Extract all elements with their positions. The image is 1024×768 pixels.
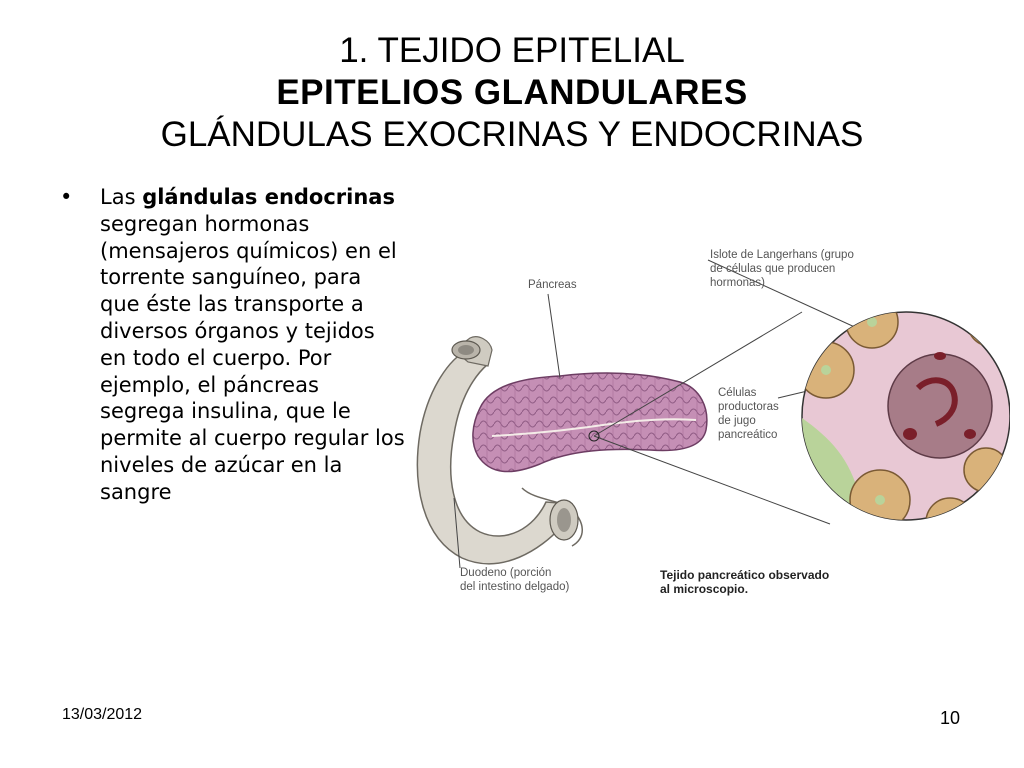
slide-number: 10 [940,708,961,728]
label-islet-line-1: Islote de Langerhans (grupo [710,249,854,261]
label-islet-line-2: de células que producen [710,263,836,275]
footer-date: 13/03/2012 [62,706,143,723]
title-line-1: 1. TEJIDO EPITELIAL [339,31,685,70]
label-pancreas: Páncreas [528,279,577,291]
bullet-text-rest: segregan hormonas (mensajeros químicos) en el torrente sanguíneo, para que éste las transporte a diversos órganos y tejidos en todo el cuerpo. Por ejemplo, el páncreas segrega insulina, que le permite al cuerpo regular los niveles de azúcar en la sangre [100,211,405,504]
bullet-list [60,184,405,506]
bullet-text [100,184,405,506]
label-acinar-line-3: de jugo [718,415,756,427]
label-acinar-line-1: Células [718,387,757,399]
label-islet-line-3: hormonas) [710,277,765,289]
pancreas-illustration [410,238,1010,610]
label-duodenum-line-1: Duodeno (porción [460,567,552,579]
label-islet [710,248,854,290]
microscope-view [798,296,1010,548]
label-duodenum [460,566,569,594]
title-line-2: EPITELIOS GLANDULARES [276,73,748,112]
islet-of-langerhans [888,354,992,458]
label-acinar-line-2: productoras [718,401,779,413]
label-microscope-line-1: Tejido pancreático observado [660,568,830,582]
bullet-text-start: Las [100,185,143,209]
bullet-marker: • [60,185,73,209]
bullet-bold-term: glándulas endocrinas [142,185,395,209]
label-microscope [660,568,829,596]
pancreas-drawing [410,238,1010,610]
slide-title [0,30,1024,156]
pancreas-shape [473,373,707,471]
label-acinar-cells [718,386,779,442]
title-line-3: GLÁNDULAS EXOCRINAS Y ENDOCRINAS [160,115,864,154]
label-microscope-line-2: al microscopio. [660,582,749,596]
label-acinar-line-4: pancreático [718,429,778,441]
label-duodenum-line-2: del intestino delgado) [460,581,570,593]
